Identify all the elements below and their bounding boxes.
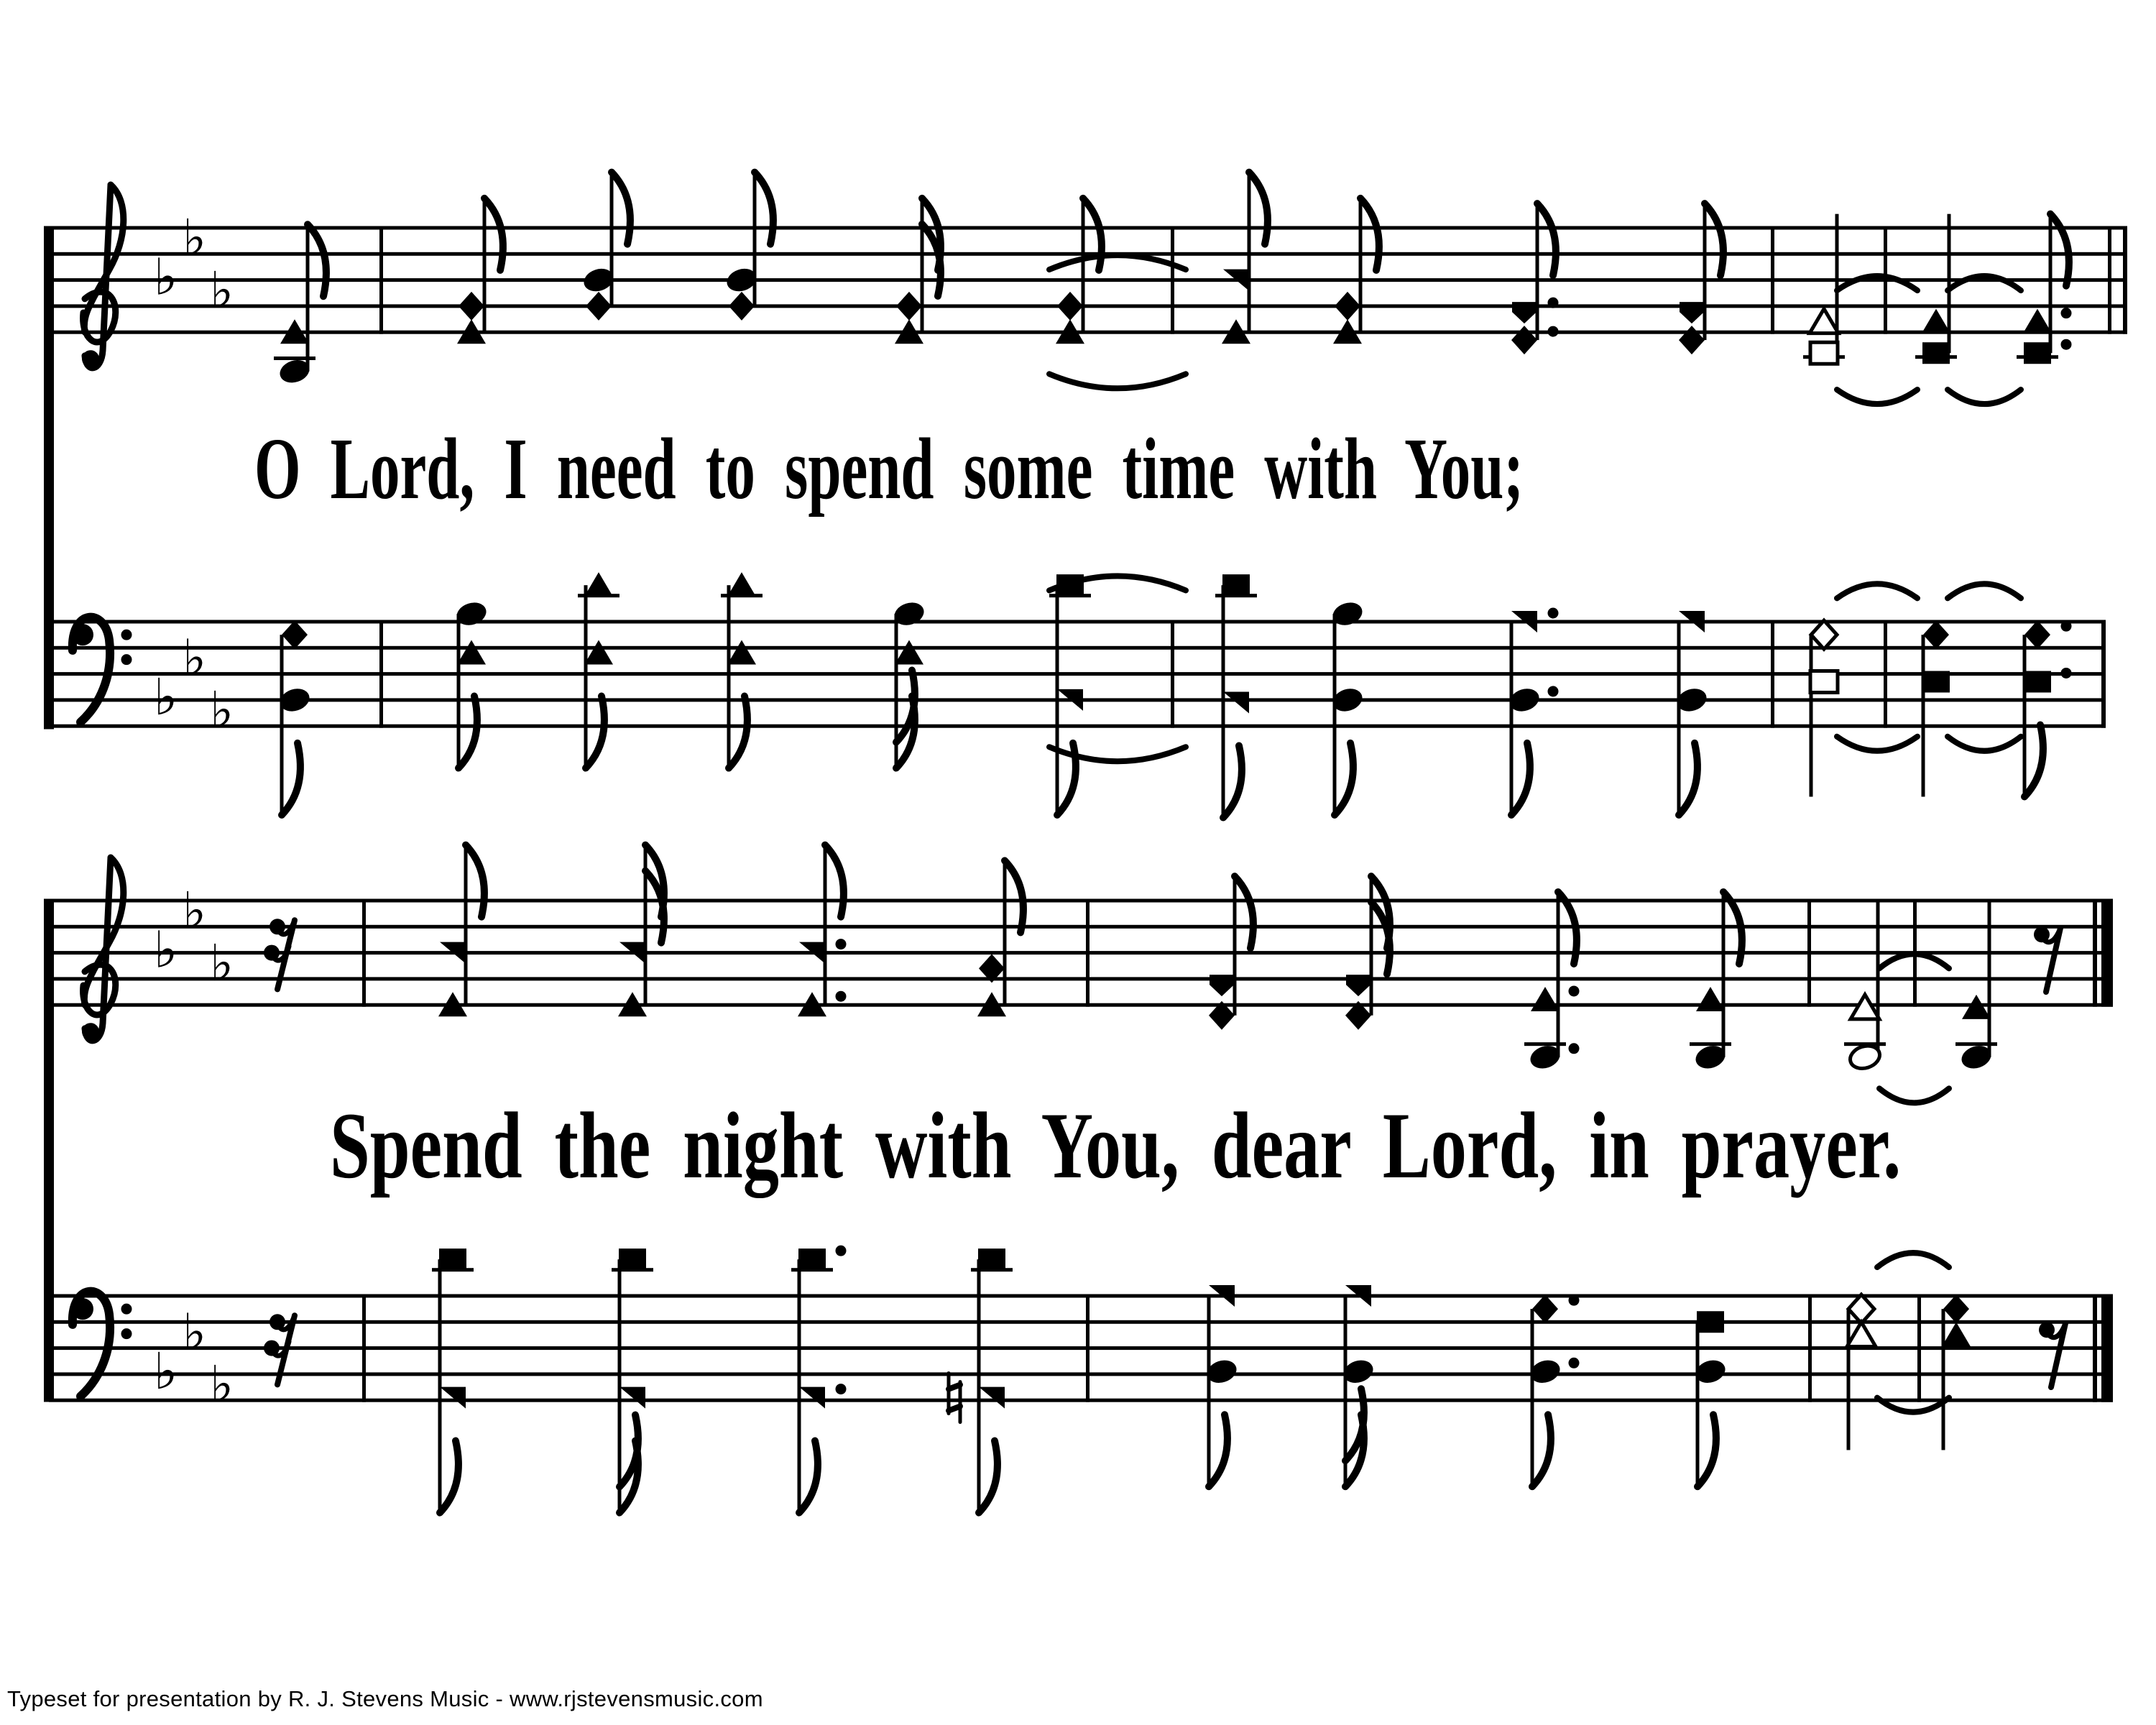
notehead-mi <box>1532 1294 1558 1323</box>
flat-sign-icon: ♭ <box>154 1341 178 1401</box>
staff-line <box>49 977 2113 980</box>
note-chord <box>1847 1294 1876 1450</box>
staff-line <box>49 1346 2113 1350</box>
note-chord <box>798 845 847 1017</box>
note-stem <box>464 845 468 1006</box>
note-chord <box>724 172 773 321</box>
note-stem <box>1557 892 1560 1057</box>
staff-line <box>49 1372 2113 1376</box>
augmentation-dot <box>2061 668 2072 678</box>
note-flag <box>466 845 484 917</box>
note-stem <box>1876 900 1880 1057</box>
barline <box>1171 620 1174 728</box>
tie-slur <box>1049 747 1186 761</box>
note-chord <box>612 1248 653 1512</box>
staff-line <box>49 1399 2113 1402</box>
note-chord <box>721 572 763 768</box>
system-left-barline <box>44 226 54 730</box>
notehead-do <box>1851 995 1879 1019</box>
lyric-line-1: O Lord, I need to spend some time with You; <box>254 420 1524 518</box>
barline <box>1771 620 1774 728</box>
bass-clef-icon <box>121 630 132 640</box>
staff-line <box>49 226 2127 230</box>
system1-bass-staff <box>49 572 2106 817</box>
barline <box>2108 226 2111 334</box>
augmentation-dot <box>836 939 847 949</box>
note-stem <box>610 172 614 306</box>
note-chord <box>1056 198 1102 344</box>
natural-accidental-icon <box>949 1407 960 1411</box>
note-stem <box>1248 172 1251 333</box>
note-chord <box>1506 608 1558 815</box>
note-stem <box>1988 900 1991 1057</box>
note-chord <box>581 172 630 321</box>
system-left-barline <box>44 899 54 1402</box>
note-stem <box>753 172 757 306</box>
augmentation-dot <box>1569 1295 1580 1306</box>
note-flag <box>282 743 300 815</box>
augmentation-dot <box>836 991 847 1002</box>
flat-sign-icon: ♭ <box>154 667 178 727</box>
tie-slur <box>1837 390 1917 404</box>
barline <box>1086 899 1089 1007</box>
barline <box>1771 226 1774 334</box>
note-chord <box>2017 214 2072 364</box>
augmentation-dot <box>1548 326 1559 337</box>
note-flag <box>484 198 503 270</box>
note-stem <box>483 198 487 332</box>
note-chord <box>1204 1285 1239 1486</box>
tie-slur <box>1049 255 1186 270</box>
notehead-mi <box>1811 620 1837 649</box>
augmentation-dot <box>1548 298 1559 308</box>
note-chord <box>432 1248 474 1512</box>
notehead-la <box>439 1248 466 1270</box>
note-stem <box>1922 635 1925 796</box>
staff-line <box>49 278 2127 282</box>
notehead-do <box>457 640 486 665</box>
note-stem <box>1082 198 1085 332</box>
notehead-ti <box>1346 975 1370 996</box>
note-chord <box>791 1246 847 1513</box>
treble-clef-icon <box>82 1023 99 1040</box>
notehead-do <box>1962 995 1991 1019</box>
augmentation-dot <box>1569 985 1580 996</box>
notehead-fa <box>440 1387 466 1409</box>
note-chord <box>977 860 1023 1016</box>
note-flag <box>825 845 844 917</box>
note-flag <box>1679 743 1697 815</box>
notehead-mi <box>282 620 308 649</box>
notehead-fa <box>799 1387 825 1409</box>
note-chord <box>1222 172 1268 344</box>
barline <box>1884 226 1887 334</box>
staff-line <box>49 646 2106 650</box>
flat-sign-icon: ♭ <box>183 1302 207 1362</box>
augmentation-dot <box>1569 1358 1580 1368</box>
note-stem <box>1696 1322 1700 1486</box>
final-barline <box>2093 899 2097 1007</box>
note-stem <box>1233 876 1237 1016</box>
note-stem <box>1207 1296 1211 1486</box>
note-flag <box>1511 743 1530 815</box>
bass-clef-icon <box>121 1328 132 1339</box>
notehead-la <box>1697 1311 1724 1333</box>
notehead-mi <box>1923 620 1949 649</box>
note-stem <box>457 614 461 768</box>
staff-line <box>49 304 2127 308</box>
augmentation-dot <box>836 1384 847 1394</box>
barline <box>1808 1294 1812 1402</box>
notehead-mi <box>1335 292 1360 321</box>
flat-sign-icon: ♭ <box>183 208 207 268</box>
note-stem <box>1370 876 1373 1016</box>
note-stem <box>1722 892 1726 1057</box>
notehead-mi <box>2024 620 2050 649</box>
note-stem <box>1531 1309 1534 1486</box>
note-stem <box>618 1259 622 1512</box>
system2-bass-staff <box>49 1246 2113 1513</box>
note-stem <box>1003 860 1007 1005</box>
notehead-mi <box>1943 1294 1969 1323</box>
note-chord <box>949 1248 1013 1512</box>
note-flag <box>2050 214 2069 286</box>
notehead-mi <box>1511 326 1537 354</box>
barline <box>379 620 383 728</box>
note-stem <box>977 1259 981 1512</box>
notehead-mi <box>1057 292 1083 321</box>
note-stem <box>1847 1309 1851 1450</box>
final-barline <box>2093 1294 2097 1402</box>
staff-line <box>49 620 2106 624</box>
note-flag <box>586 696 604 768</box>
staff-line <box>49 1294 2113 1298</box>
notehead-do <box>727 572 756 597</box>
flat-sign-icon: ♭ <box>154 920 178 980</box>
note-stem <box>1942 1309 1945 1450</box>
staff-line <box>49 925 2113 929</box>
note-stem <box>1677 622 1681 815</box>
staff-line <box>49 951 2113 954</box>
notehead-do <box>1942 1322 1971 1346</box>
note-stem <box>824 845 827 1006</box>
notehead-do <box>1810 309 1838 334</box>
note-chord <box>1340 1285 1376 1486</box>
note-flag <box>2024 724 2043 796</box>
tie-slur <box>1948 737 2021 751</box>
note-flag <box>1235 876 1253 948</box>
note-stem <box>1359 198 1363 332</box>
staff-line <box>49 1320 2113 1324</box>
note-chord <box>1674 611 1709 815</box>
note-chord <box>578 572 619 768</box>
note-flag <box>1697 1414 1716 1486</box>
note-stem <box>1510 622 1514 815</box>
staff-line <box>49 724 2106 728</box>
note-stem <box>1333 614 1337 815</box>
augmentation-dot <box>836 1246 847 1256</box>
notehead-mi <box>729 292 755 321</box>
notehead-la <box>1222 574 1250 596</box>
note-stem <box>306 224 310 371</box>
notehead-do <box>1847 1322 1876 1346</box>
flat-sign-icon: ♭ <box>183 881 207 941</box>
note-stem <box>280 635 284 815</box>
tie-slur <box>1948 584 2021 598</box>
note-stem <box>1703 203 1707 340</box>
notehead-ti <box>1210 975 1234 996</box>
note-chord <box>891 599 926 768</box>
barline <box>1086 1294 1089 1402</box>
notehead-do <box>584 572 613 597</box>
notehead-mi <box>896 292 922 321</box>
note-stem <box>798 1259 801 1512</box>
augmentation-dot <box>1548 686 1559 696</box>
note-stem <box>1536 203 1539 340</box>
note-flag <box>1705 203 1723 275</box>
notehead-do <box>1922 309 1950 334</box>
note-flag <box>612 172 630 244</box>
note-chord <box>1333 198 1379 344</box>
note-chord <box>618 845 664 1017</box>
bass-clef-icon <box>121 654 132 665</box>
notehead-ti <box>1680 302 1704 323</box>
notehead-fa <box>1223 692 1249 714</box>
note-stem <box>584 585 588 768</box>
note-stem <box>1222 585 1225 817</box>
barline <box>1807 899 1811 1007</box>
note-stem <box>727 585 731 768</box>
flat-sign-icon: ♭ <box>154 247 178 307</box>
barline <box>1917 1294 1921 1402</box>
system2-treble-staff <box>49 845 2113 1103</box>
notehead-la <box>1810 671 1838 692</box>
tie-slur <box>1948 390 2021 404</box>
barline <box>1884 620 1887 728</box>
note-flag <box>1005 860 1023 932</box>
note-flag <box>729 696 747 768</box>
note-flag <box>1537 203 1556 275</box>
staff-line <box>49 672 2106 676</box>
note-stem <box>1056 585 1059 815</box>
note-chord <box>895 198 941 344</box>
notehead-la <box>2024 671 2051 692</box>
flat-sign-icon: ♭ <box>210 933 234 993</box>
note-chord <box>1049 574 1091 815</box>
system1-treble-staff <box>49 172 2127 404</box>
flat-sign-icon: ♭ <box>210 681 234 740</box>
bass-clef-icon <box>121 1304 132 1315</box>
notehead-mi <box>586 292 612 321</box>
note-chord <box>1942 1294 1971 1450</box>
rest-eighth <box>2039 1322 2065 1387</box>
barline <box>2123 226 2127 334</box>
final-barline <box>2101 899 2113 1007</box>
staff-line <box>49 1003 2113 1007</box>
note-flag <box>799 1441 818 1513</box>
note-flag <box>308 224 326 296</box>
note-flag <box>1223 746 1242 818</box>
note-stem <box>921 198 924 332</box>
flat-sign-icon: ♭ <box>210 1355 234 1414</box>
tie-slur <box>1837 737 1917 751</box>
note-chord <box>1215 574 1257 817</box>
notehead-do <box>584 640 613 665</box>
note-chord <box>453 599 489 768</box>
notehead-mi <box>1679 326 1705 354</box>
augmentation-dot <box>1569 1043 1580 1054</box>
augmentation-dot <box>2061 339 2072 350</box>
notehead-do <box>2023 309 2052 334</box>
notehead-fa <box>979 1387 1005 1409</box>
treble-clef-icon <box>82 350 99 367</box>
flat-sign-icon: ♭ <box>183 628 207 688</box>
notehead-do <box>1696 987 1725 1011</box>
notehead-la <box>798 1248 826 1270</box>
note-flag <box>1209 1414 1227 1486</box>
note-flag <box>979 1441 998 1513</box>
note-flag <box>1532 1414 1551 1486</box>
tie-slur <box>1049 374 1186 388</box>
note-stem <box>2023 635 2027 796</box>
barline <box>2101 620 2106 728</box>
augmentation-dot <box>1548 608 1559 619</box>
augmentation-dot <box>2061 621 2072 632</box>
note-chord <box>1690 892 1742 1072</box>
note-flag <box>440 1441 459 1513</box>
note-chord <box>457 198 503 344</box>
note-stem <box>1810 635 1813 796</box>
note-chord <box>1524 892 1580 1072</box>
notehead-fa <box>619 1387 645 1409</box>
augmentation-dot <box>2061 308 2072 318</box>
notehead-la <box>619 1248 646 1270</box>
notehead-la <box>1922 671 1950 692</box>
footer-credit: Typeset for presentation by R. J. Stevens Music - www.rjstevensmusic.com <box>7 1686 763 1711</box>
note-chord <box>438 845 484 1017</box>
notehead-do <box>1531 987 1560 1011</box>
notehead-do <box>895 640 923 665</box>
flat-sign-icon: ♭ <box>210 260 234 320</box>
note-chord <box>1330 599 1365 815</box>
barline <box>379 226 383 334</box>
notehead-mi <box>459 292 484 321</box>
notehead-la <box>978 1248 1005 1270</box>
lyric-line-2: Spend the night with You, dear Lord, in prayer. <box>330 1092 1902 1198</box>
note-stem <box>438 1259 442 1512</box>
final-barline <box>2101 1294 2113 1402</box>
notehead-la <box>2024 342 2051 364</box>
natural-accidental-icon <box>949 1385 960 1389</box>
note-flag <box>459 696 477 768</box>
notehead-la <box>1810 342 1838 364</box>
notehead-la <box>1922 342 1950 364</box>
note-flag <box>755 172 773 244</box>
tie-slur <box>1837 584 1917 598</box>
barline <box>1171 226 1174 334</box>
tie-slur <box>1877 1253 1949 1267</box>
notehead-ti <box>1512 302 1537 323</box>
staff-line <box>49 899 2113 903</box>
barline <box>362 899 366 1007</box>
note-flag <box>1335 743 1353 815</box>
barline <box>362 1294 366 1402</box>
notehead-do <box>727 640 756 665</box>
note-flag <box>1249 172 1268 244</box>
rest-eighth <box>2034 926 2060 992</box>
note-flag <box>1360 198 1379 270</box>
